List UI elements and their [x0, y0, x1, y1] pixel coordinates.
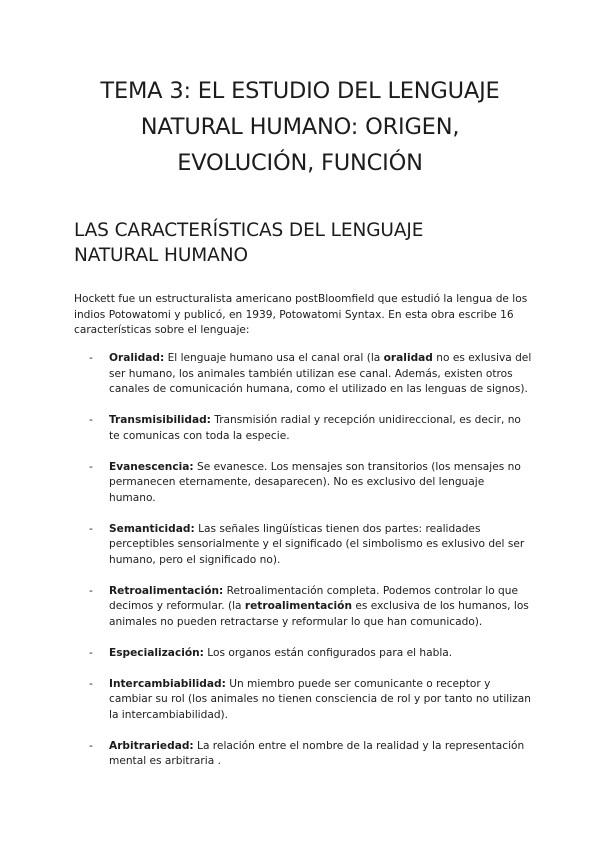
item-text: Retroalimentación completa. Podemos controlar lo que decimos y reformular. (la	[109, 584, 518, 612]
item-text: Los organos están configurados para el habla.	[203, 646, 453, 659]
section-heading	[74, 218, 544, 268]
list-item	[74, 584, 534, 631]
list-item	[74, 522, 534, 569]
bullet-dash: -	[89, 522, 93, 535]
title-line: EVOLUCIÓN, FUNCIÓN	[177, 150, 423, 176]
list-item	[74, 739, 534, 770]
characteristics-list	[74, 351, 534, 785]
item-text: La relación entre el nombre de la realidad y la representación mental es arbitraria .	[109, 739, 525, 767]
bullet-dash: -	[89, 460, 93, 473]
bullet-dash: -	[89, 584, 93, 597]
item-text: Un miembro puede ser comunicante o receptor y cambiar su rol (los animales no tienen consciencia de rol y por tanto no utilizan la intercambiabilidad).	[109, 677, 531, 721]
item-text: Las señales lingüísticas tienen dos partes: realidades perceptibles sensorialmente y el significado (el simbolismo es exlusivo del ser humano, pero el significado no).	[109, 522, 525, 566]
bullet-dash: -	[89, 677, 93, 690]
item-text: es exclusiva de los humanos, los animales no pueden retractarse y reformular lo que han comunicado).	[109, 600, 529, 628]
item-text: Transmisión radial y recepción unidireccional, es decir, no te comunicas con toda la especie.	[109, 414, 521, 442]
item-bold-text: retroalimentación	[244, 600, 352, 612]
bullet-dash: -	[89, 646, 93, 659]
intro-paragraph: Hockett fue un estructuralista americano postBloomfield que estudió la lengua de los indios Potowatomi y publicó, en 1939, Potowatomi Syntax. En esta obra escribe 16 características sobre el lenguaje:	[74, 293, 528, 336]
item-term: Arbitrariedad:	[109, 739, 194, 752]
list-item	[74, 413, 534, 444]
list-item	[74, 646, 534, 662]
item-text: Se evanesce. Los mensajes son transitorios (los mensajes no permanecen eternamente, desaparecen). No es exclusivo del lenguaje humano.	[109, 460, 521, 504]
item-term: Semanticidad:	[109, 522, 195, 535]
title-line: TEMA 3: EL ESTUDIO DEL LENGUAJE	[100, 78, 500, 104]
list-item	[74, 351, 534, 398]
title-line: NATURAL HUMANO: ORIGEN,	[140, 114, 460, 140]
bullet-dash: -	[89, 739, 93, 752]
item-term: Evanescencia:	[109, 460, 194, 473]
item-term: Retroalimentación:	[109, 584, 224, 597]
item-term: Transmisibilidad:	[109, 414, 211, 426]
list-item	[74, 460, 534, 507]
item-bold-text: oralidad	[383, 352, 433, 364]
item-text: El lenguaje humano usa el canal oral (la	[164, 352, 384, 364]
item-term: Oralidad:	[109, 352, 165, 364]
bullet-dash: -	[89, 414, 93, 426]
list-item	[74, 677, 534, 724]
section-heading-line: LAS CARACTERÍSTICAS DEL LENGUAJE	[74, 220, 424, 241]
item-term: Especialización:	[109, 646, 204, 659]
item-text: no es exlusiva del ser humano, los animales también utilizan ese canal. Además, existen otros canales de comunicación humana, como el utilizado en las lenguas de signos).	[109, 352, 532, 395]
item-term: Intercambiabilidad:	[109, 677, 226, 690]
bullet-dash: -	[89, 352, 93, 364]
section-heading-line: NATURAL HUMANO	[74, 245, 248, 266]
page-title	[40, 73, 560, 181]
